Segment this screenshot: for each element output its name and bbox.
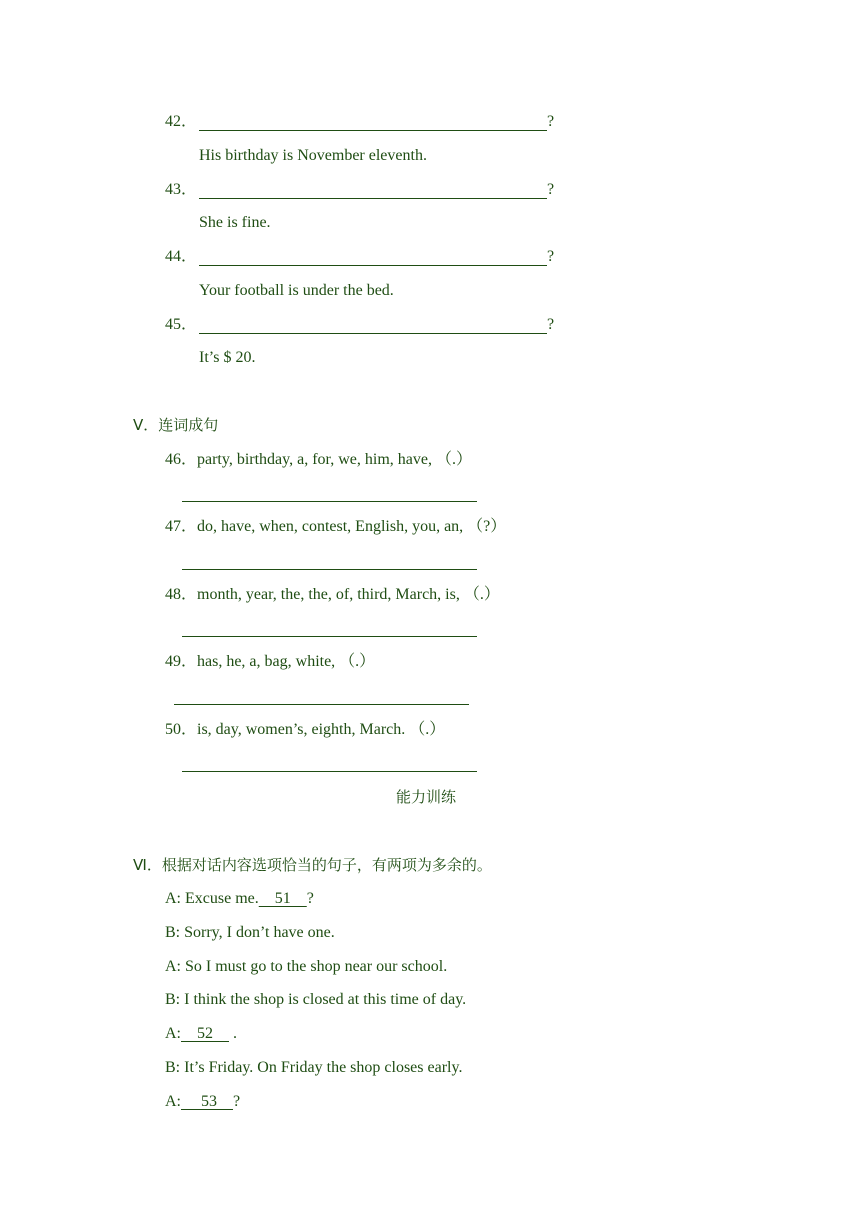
answer-line[interactable] [174,704,469,705]
answer-blank-line [199,130,547,131]
question-mark: ? [547,113,555,130]
answer-blank-line [199,333,547,334]
blank-51[interactable]: 51 [258,890,307,907]
dialogue-line: A: So I must go to the shop near our school. [165,958,448,975]
blank-53[interactable]: 53 [181,1093,233,1110]
dialogue-line: A: Excuse me. 51 ? [165,890,314,907]
training-title: 能力训练 [396,788,457,806]
dialogue-line: A: 52 . [165,1025,237,1042]
given-answer: Your football is under the bed. [199,282,394,299]
section-heading: Ⅴ．连词成句 [133,416,219,434]
word-prompt: 49．has, he, a, bag, white, （.） [165,653,376,670]
dialogue-line: B: Sorry, I don’t have one. [165,924,335,941]
answer-line[interactable] [182,771,477,772]
answer-line[interactable] [182,501,477,502]
answer-line[interactable] [182,636,477,637]
dialogue-line: B: I think the shop is closed at this time of day. [165,991,467,1008]
given-answer: His birthday is November eleventh. [199,147,427,164]
question-mark: ? [547,316,555,333]
question-mark: ? [547,248,555,265]
question-number: 44． [165,248,198,265]
answer-blank-line [199,198,547,199]
word-prompt: 47．do, have, when, contest, English, you, an, （?） [165,518,507,535]
question-number: 43． [165,181,198,198]
given-answer: She is fine. [199,214,271,231]
word-prompt: 46．party, birthday, a, for, we, him, have, （.） [165,451,472,468]
blank-52[interactable]: 52 [181,1025,229,1042]
question-number: 45． [165,316,198,333]
word-prompt: 50．is, day, women’s, eighth, March. （.） [165,721,446,738]
word-prompt: 48．month, year, the, the, of, third, March, is, （.） [165,586,500,603]
section-heading: Ⅵ．根据对话内容选项恰当的句子，有两项为多余的。 [133,856,492,874]
answer-blank-line [199,265,547,266]
given-answer: It’s $ 20. [199,349,256,366]
answer-line[interactable] [182,569,477,570]
dialogue-line: B: It’s Friday. On Friday the shop closes early. [165,1059,463,1076]
question-number: 42． [165,113,198,130]
question-mark: ? [547,181,555,198]
dialogue-line: A: 53 ? [165,1093,241,1110]
